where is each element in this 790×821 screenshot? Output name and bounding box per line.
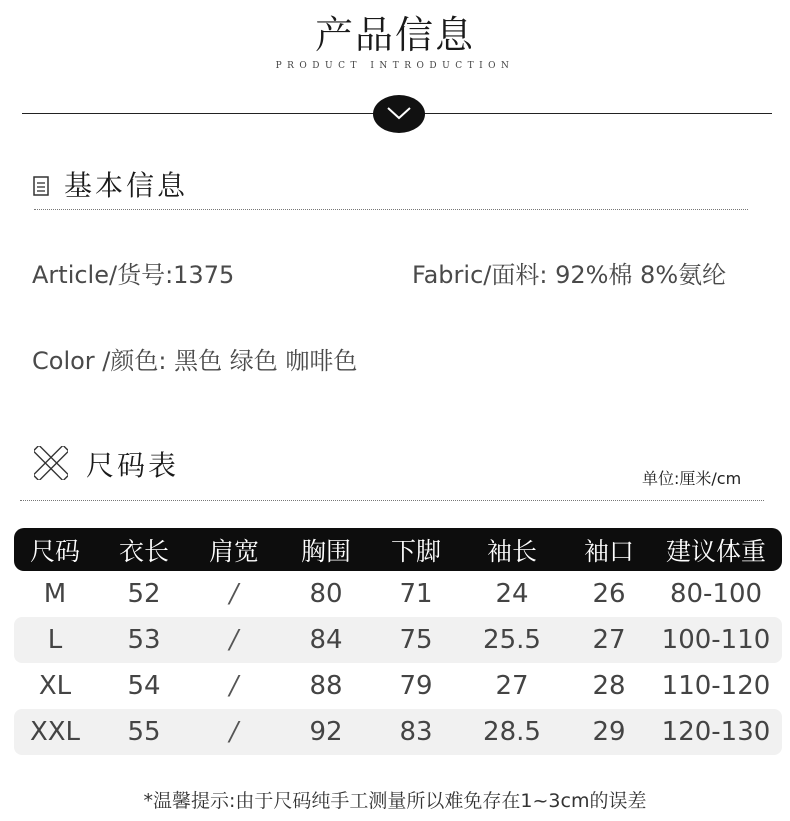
- size-chart-title: 尺码表: [86, 449, 180, 482]
- page-subtitle: PRODUCT INTRODUCTION: [275, 61, 515, 71]
- article-number: Article/货号:1375: [32, 261, 235, 289]
- column-header: 尺码: [29, 536, 80, 566]
- table-cell: 71: [399, 579, 433, 609]
- table-cell: 28: [592, 671, 626, 701]
- column-header: 肩宽: [208, 536, 259, 566]
- table-cell: 54: [127, 671, 161, 701]
- column-header: 袖口: [583, 536, 634, 566]
- size-cell: XL: [38, 671, 72, 701]
- table-cell: 53: [127, 625, 161, 655]
- size-cell: L: [47, 625, 63, 655]
- table-cell: 92: [309, 717, 343, 747]
- table-cell: 55: [127, 717, 161, 747]
- section-divider: [20, 500, 764, 501]
- table-cell: 27: [592, 625, 626, 655]
- table-cell: /: [229, 625, 239, 655]
- column-header: 袖长: [486, 536, 537, 566]
- unit-label: 单位:厘米/cm: [642, 469, 742, 488]
- table-cell: 75: [399, 625, 433, 655]
- table-cell: 28.5: [483, 717, 541, 747]
- measurement-note: *温馨提示:由于尺码纯手工测量所以难免存在1~3cm的误差: [143, 790, 647, 812]
- table-row: [14, 571, 782, 617]
- document-list-icon: [33, 176, 49, 196]
- table-cell: 83: [399, 717, 433, 747]
- column-header: 胸围: [300, 536, 351, 566]
- ruler-cross-icon: [34, 446, 68, 480]
- table-row: [14, 709, 782, 755]
- size-cell: XXL: [29, 717, 81, 747]
- color-options: Color /颜色: 黑色 绿色 咖啡色: [32, 347, 358, 375]
- chevron-down-icon: [373, 95, 425, 133]
- fabric-composition: Fabric/面料: 92%棉 8%氨纶: [412, 261, 727, 289]
- table-cell: 84: [309, 625, 343, 655]
- table-cell: /: [229, 717, 239, 747]
- table-row: [14, 617, 782, 663]
- table-cell: 25.5: [483, 625, 541, 655]
- table-cell: 27: [495, 671, 529, 701]
- table-cell: 120-130: [661, 717, 771, 747]
- table-cell: 24: [495, 579, 529, 609]
- table-cell: 26: [592, 579, 626, 609]
- table-header-row: [14, 528, 782, 571]
- table-cell: 52: [127, 579, 161, 609]
- table-cell: /: [229, 579, 239, 609]
- section-divider: [34, 209, 748, 210]
- table-cell: 100-110: [661, 625, 771, 655]
- basic-info-title: 基本信息: [64, 169, 189, 202]
- page-title: 产品信息: [314, 13, 475, 57]
- table-cell: 80: [309, 579, 343, 609]
- table-row: [14, 663, 782, 709]
- table-cell: 110-120: [661, 671, 771, 701]
- size-cell: M: [43, 579, 67, 609]
- table-cell: 79: [399, 671, 433, 701]
- table-cell: 29: [592, 717, 626, 747]
- table-cell: 88: [309, 671, 343, 701]
- column-header: 下脚: [390, 536, 441, 566]
- table-cell: 80-100: [669, 579, 763, 609]
- column-header: 衣长: [118, 536, 169, 566]
- table-cell: /: [229, 671, 239, 701]
- size-table: [14, 528, 782, 755]
- column-header: 建议体重: [665, 536, 766, 566]
